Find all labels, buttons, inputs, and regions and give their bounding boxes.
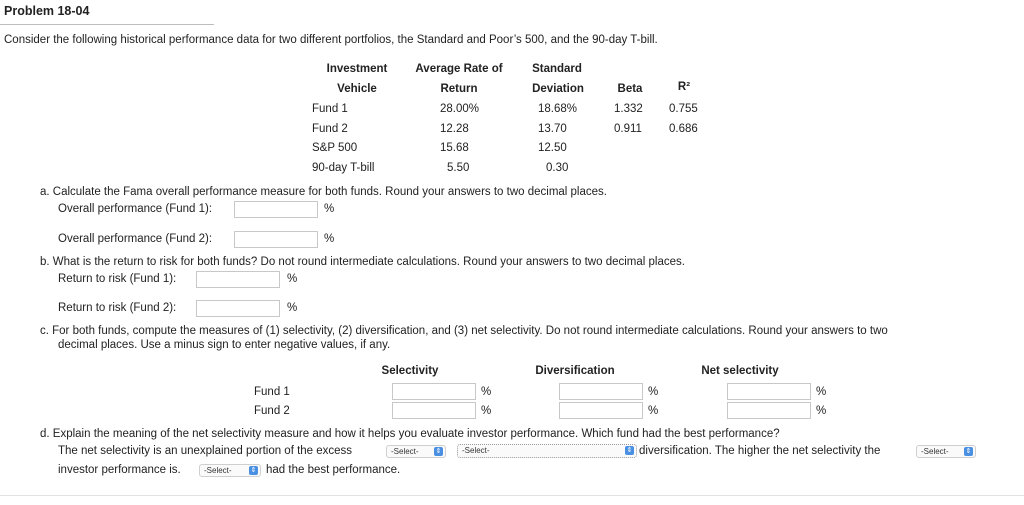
- part-d-line2-text-a: investor performance is.: [58, 464, 181, 476]
- row-tbill-sd: 0.30: [546, 162, 569, 174]
- part-c-row-fund1: Fund 1: [254, 386, 290, 398]
- part-a-label-fund2: Overall performance (Fund 2):: [58, 233, 213, 245]
- header-return-line2: Return: [440, 83, 478, 95]
- excess-select-1-value: -Select-: [391, 447, 419, 456]
- header-vehicle-line1: Investment: [326, 63, 388, 75]
- row-fund1-sd: 18.68%: [538, 103, 578, 115]
- part-b-unit-fund2: %: [287, 302, 298, 314]
- diversification-fund2-unit: %: [648, 405, 659, 417]
- part-b-label-fund1: Return to risk (Fund 1):: [58, 273, 177, 285]
- row-sp500-name: S&P 500: [312, 142, 358, 154]
- row-tbill-return: 5.50: [447, 162, 470, 174]
- diversification-fund1-input[interactable]: [559, 383, 643, 400]
- select-arrow-icon: ⇕: [435, 448, 442, 455]
- diversification-fund2-input[interactable]: [559, 402, 643, 419]
- header-r2: R²: [677, 81, 691, 93]
- part-d-question: d. Explain the meaning of the net selectivity measure and how it helps you evaluate investor performance. Which fund had the best performance?: [40, 428, 780, 440]
- part-d-line1-text-a: The net selectivity is an unexplained portion of the excess: [58, 445, 353, 457]
- row-fund1-beta: 1.332: [614, 103, 643, 115]
- return-to-risk-fund2-input[interactable]: [196, 300, 280, 317]
- return-to-risk-fund1-input[interactable]: [196, 271, 280, 288]
- problem-title: Problem 18-04: [4, 4, 90, 18]
- problem-intro: Consider the following historical performance data for two different portfolios, the Standard and Poor’s 500, and the 90-day T-bill.: [4, 34, 658, 46]
- best-fund-select-value: -Select-: [204, 466, 232, 475]
- row-fund1-r2: 0.755: [669, 103, 698, 115]
- bottom-divider: [0, 495, 1024, 496]
- part-d-line2-text-b: had the best performance.: [266, 464, 401, 476]
- part-a-unit-fund1: %: [324, 203, 335, 215]
- part-d-line1-text-b: diversification. The higher the net selectivity the: [639, 445, 881, 457]
- net-selectivity-select[interactable]: [916, 445, 976, 458]
- header-sd-line1: Standard: [532, 63, 582, 75]
- row-tbill-name: 90-day T-bill: [312, 162, 375, 174]
- part-c-row-fund2: Fund 2: [254, 405, 290, 417]
- net-selectivity-fund1-unit: %: [816, 386, 827, 398]
- selectivity-fund2-input[interactable]: [392, 402, 476, 419]
- part-c-question-line1: c. For both funds, compute the measures of (1) selectivity, (2) diversification, and (3) net selectivity. Do not round intermediate calculations. Round your answers to two: [40, 325, 888, 337]
- select-arrow-icon: ⇕: [965, 448, 972, 455]
- selectivity-fund1-unit: %: [481, 386, 492, 398]
- selectivity-fund2-unit: %: [481, 405, 492, 417]
- row-sp500-return: 15.68: [440, 142, 469, 154]
- header-return-line1: Average Rate of: [415, 63, 503, 75]
- header-beta: Beta: [617, 83, 643, 95]
- header-vehicle-line2: Vehicle: [337, 83, 377, 95]
- net-selectivity-fund2-input[interactable]: [727, 402, 811, 419]
- part-a-question: a. Calculate the Fama overall performance measure for both funds. Round your answers to two decimal places.: [40, 186, 607, 198]
- row-fund2-return: 12.28: [440, 123, 469, 135]
- title-divider: [0, 24, 214, 25]
- overall-performance-fund2-input[interactable]: [234, 231, 318, 248]
- row-sp500-sd: 12.50: [538, 142, 567, 154]
- diversification-fund1-unit: %: [648, 386, 659, 398]
- col-selectivity: Selectivity: [381, 365, 439, 377]
- part-c-question-line2: decimal places. Use a minus sign to enter negative values, if any.: [58, 339, 391, 351]
- net-selectivity-fund1-input[interactable]: [727, 383, 811, 400]
- col-diversification: Diversification: [535, 365, 615, 377]
- overall-performance-fund1-input[interactable]: [234, 201, 318, 218]
- row-fund2-sd: 13.70: [538, 123, 567, 135]
- best-fund-select[interactable]: [199, 464, 261, 477]
- excess-select-2-value: -Select-: [462, 446, 490, 455]
- col-net-selectivity: Net selectivity: [701, 365, 779, 377]
- row-fund2-name: Fund 2: [312, 123, 348, 135]
- select-arrow-icon: ⇕: [626, 447, 633, 454]
- part-b-label-fund2: Return to risk (Fund 2):: [58, 302, 177, 314]
- net-selectivity-select-value: -Select-: [921, 447, 949, 456]
- row-fund2-r2: 0.686: [669, 123, 698, 135]
- row-fund2-beta: 0.911: [614, 123, 642, 135]
- part-b-question: b. What is the return to risk for both funds? Do not round intermediate calculations. Round your answers to two decimal places.: [40, 256, 685, 268]
- part-a-label-fund1: Overall performance (Fund 1):: [58, 203, 213, 215]
- part-a-unit-fund2: %: [324, 233, 335, 245]
- part-b-unit-fund1: %: [287, 273, 298, 285]
- net-selectivity-fund2-unit: %: [816, 405, 827, 417]
- row-fund1-return: 28.00%: [440, 103, 480, 115]
- row-fund1-name: Fund 1: [312, 103, 348, 115]
- selectivity-fund1-input[interactable]: [392, 383, 476, 400]
- excess-select-2[interactable]: [457, 444, 637, 458]
- excess-select-1[interactable]: [386, 445, 446, 458]
- header-sd-line2: Deviation: [532, 83, 584, 95]
- select-arrow-icon: ⇕: [250, 467, 257, 474]
